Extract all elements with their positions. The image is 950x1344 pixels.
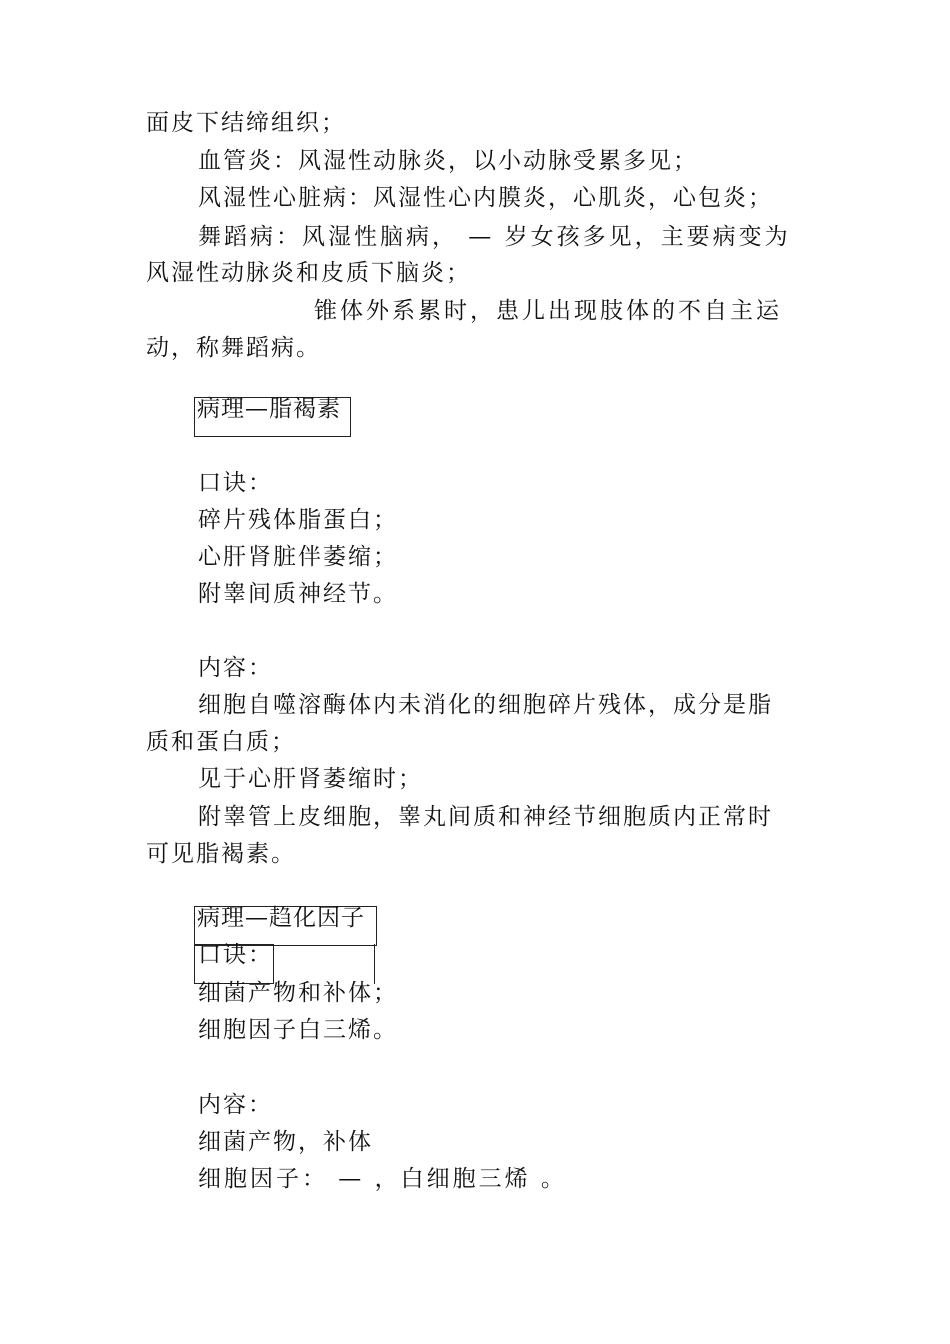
text-line: 风湿性动脉炎和皮质下脑炎； xyxy=(146,260,471,286)
content-line: 质和蛋白质； xyxy=(146,729,296,755)
content-line: 见于心肝肾萎缩时； xyxy=(198,766,423,792)
content-line: 细菌产物，补体 xyxy=(198,1129,373,1155)
text-line: 动，称舞蹈病。 xyxy=(146,335,321,361)
mnemonic-line: 心肝肾脏伴萎缩； xyxy=(198,544,398,570)
content-label: 内容： xyxy=(198,655,273,681)
text-line: 血管炎：风湿性动脉炎，以小动脉受累多见； xyxy=(198,148,698,174)
mnemonic-line: 碎片残体脂蛋白； xyxy=(198,507,398,533)
content-line: 可见脂褐素。 xyxy=(146,841,296,867)
content-line: 附睾管上皮细胞，睾丸间质和神经节细胞质内正常时 xyxy=(198,804,773,830)
text-line: 面皮下结缔组织； xyxy=(146,110,346,136)
mnemonic-label: 口诀： xyxy=(198,470,273,496)
mnemonic-line: 细胞因子白三烯。 xyxy=(198,1017,398,1043)
mnemonic-line: 细菌产物和补体； xyxy=(198,980,398,1006)
text-line: 锥体外系累时，患儿出现肢体的不自主运 xyxy=(314,298,782,324)
mnemonic-line: 附睾间质神经节。 xyxy=(198,581,398,607)
content-line: 细胞自噬溶酶体内未消化的细胞碎片残体，成分是脂 xyxy=(198,692,773,718)
content-line: 细胞因子： — ，白细胞三烯 。 xyxy=(198,1166,567,1192)
section-title: 病理—脂褐素 xyxy=(197,396,341,422)
section-title: 病理—趋化因子 xyxy=(197,905,365,931)
mnemonic-label: 口诀： xyxy=(198,942,273,968)
content-label: 内容： xyxy=(198,1092,273,1118)
text-line: 风湿性心脏病：风湿性心内膜炎，心肌炎，心包炎； xyxy=(198,185,773,211)
text-line: 舞蹈病：风湿性脑病， — 岁女孩多见，主要病变为 xyxy=(198,224,791,250)
